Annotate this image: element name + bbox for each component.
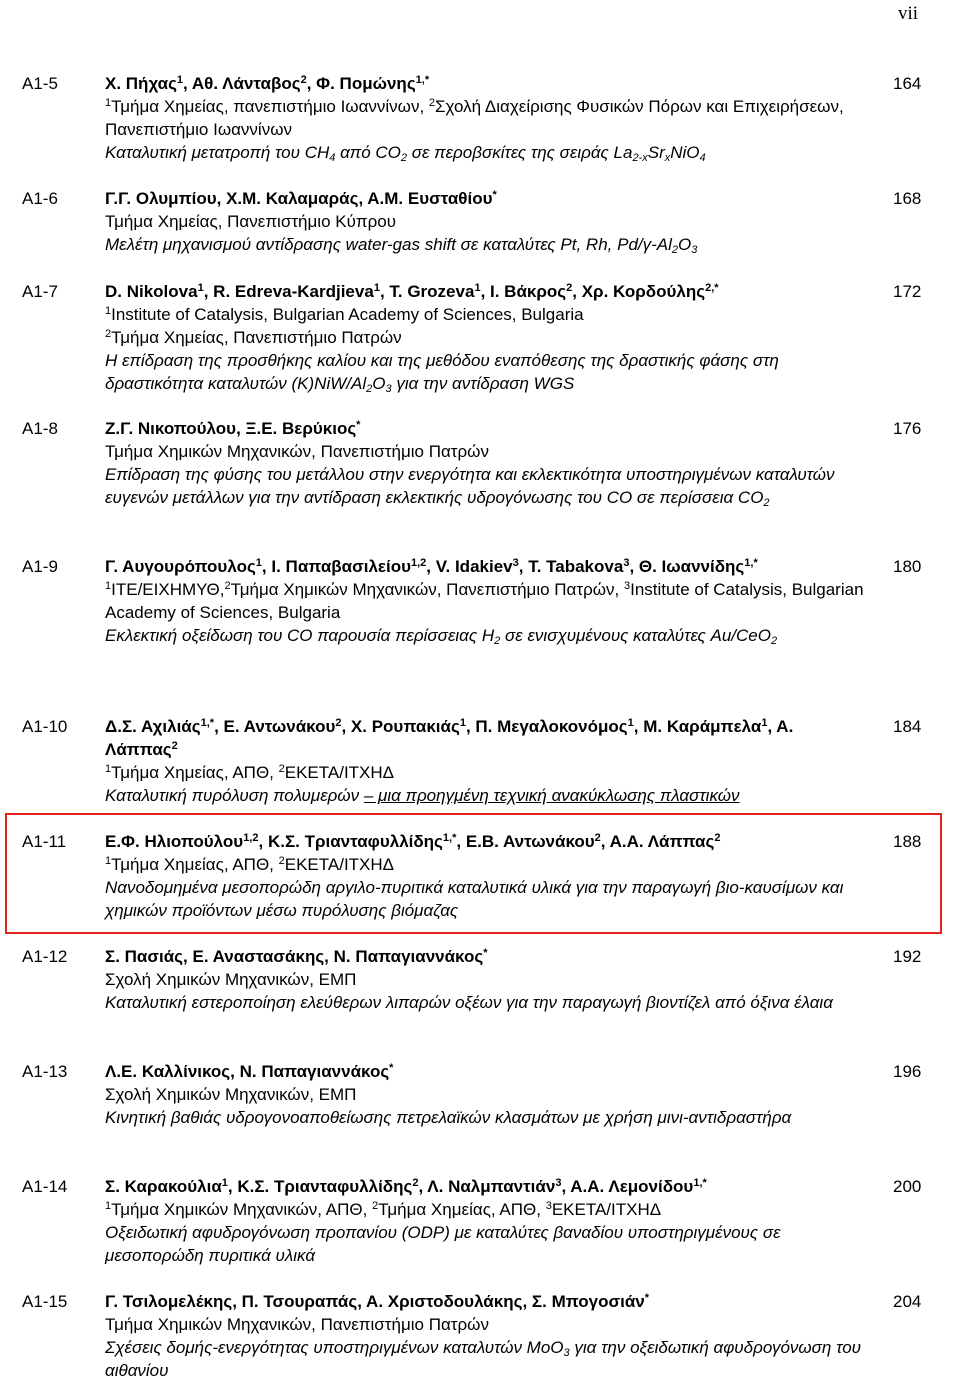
author-name: R. Edreva-Kardjieva xyxy=(213,282,374,301)
title-text: Καταλυτική εστεροποίηση ελεύθερων λιπαρών οξέων για την παραγωγή βιοντίζελ από όξινα έλαια xyxy=(105,993,833,1012)
author-superscript: * xyxy=(644,1292,650,1304)
author-name: T. Grozeva xyxy=(389,282,475,301)
affiliation-text: Σχολή Διαχείρισης Φυσικών Πόρων και Επιχειρήσεων, Πανεπιστήμιο Ιωαννίνων xyxy=(105,97,844,139)
author-superscript: 2 xyxy=(300,74,307,86)
author-name: Ε. Αντωνάκου xyxy=(223,717,336,736)
entry-authors xyxy=(105,1060,865,1083)
affiliation-superscript: 1 xyxy=(105,1200,112,1212)
title-subscript: 2-x xyxy=(632,152,648,164)
author-name: Α. Λάππας xyxy=(105,717,794,759)
entry-page-number: 204 xyxy=(893,1292,922,1311)
affiliation-text: Τμήμα Χημείας, ΑΠΘ, xyxy=(111,763,279,782)
author-superscript: 1 xyxy=(474,282,481,294)
title-text: Sr xyxy=(647,143,665,162)
author-separator: , xyxy=(214,717,224,736)
title-text: O xyxy=(678,235,692,254)
author-superscript: * xyxy=(356,419,361,431)
affiliation-superscript: 2 xyxy=(278,763,285,775)
affiliation-text: ΕΚΕΤΑ/ΙΤΧΗΔ xyxy=(284,763,395,782)
author-superscript: 1,* xyxy=(200,717,215,729)
affiliation-text: Τμήμα Χημείας, πανεπιστήμιο Ιωαννίνων, xyxy=(111,97,429,116)
entry-code: A1-6 xyxy=(22,189,58,208)
author-name: Π. Μεγαλοκονόμος xyxy=(475,717,628,736)
author-separator: , xyxy=(203,282,214,301)
author-superscript: 2 xyxy=(566,282,573,294)
title-subscript: 2 xyxy=(671,244,679,256)
author-separator: , xyxy=(236,419,246,438)
author-separator: , xyxy=(522,1292,532,1311)
entry-affiliations xyxy=(105,1313,865,1336)
author-superscript: 2 xyxy=(714,832,721,844)
author-superscript: 1 xyxy=(197,282,204,294)
entry-body xyxy=(105,945,865,1014)
title-text: Σχέσεις δομής-ενεργότητας υποστηριγμένων καταλυτών MoO xyxy=(105,1338,564,1357)
entry-title xyxy=(105,1106,865,1129)
author-separator: , xyxy=(232,1292,242,1311)
affiliation-superscript: 3 xyxy=(624,580,631,592)
author-separator: , xyxy=(230,1062,240,1081)
author-superscript: 2 xyxy=(171,740,178,752)
affiliation-text: Σχολή Χημικών Μηχανικών, ΕΜΠ xyxy=(105,970,357,989)
author-name: Α.Μ. Ευσταθίου xyxy=(367,189,493,208)
author-superscript: 1,* xyxy=(415,74,430,86)
affiliation-superscript: 1 xyxy=(105,580,112,592)
author-name: Π. Τσουραπάς xyxy=(241,1292,358,1311)
entry-page-number: 164 xyxy=(893,74,922,93)
author-superscript: 3 xyxy=(623,557,630,569)
affiliation-text: Τμήμα Χημικών Μηχανικών, ΑΠΘ, xyxy=(111,1200,373,1219)
author-name: Γ. Τσιλομελέκης xyxy=(105,1292,233,1311)
author-name: Ι. Παπαβασιλείου xyxy=(271,557,411,576)
author-separator: , xyxy=(426,557,436,576)
title-subscript: 4 xyxy=(329,152,336,164)
title-text: O xyxy=(372,374,386,393)
entry-page-number: 200 xyxy=(893,1177,922,1196)
entry-authors xyxy=(105,1175,865,1198)
affiliation-superscript: 2 xyxy=(224,580,231,592)
author-superscript: 1,* xyxy=(442,832,457,844)
author-name: Ε.Β. Αντωνάκου xyxy=(465,832,595,851)
author-name: Ξ.Ε. Βερύκιος xyxy=(245,419,357,438)
title-subscript: x xyxy=(664,152,671,164)
title-underlined-text: – μια προηγμένη τεχνική ανακύκλωσης πλαστικών xyxy=(363,786,740,805)
title-text: σε ενισχυμένους καταλύτες Au/CeO xyxy=(500,626,771,645)
entry-authors xyxy=(105,1290,865,1313)
entry-code: A1-10 xyxy=(22,717,68,736)
author-superscript: * xyxy=(492,189,497,201)
affiliation-superscript: 3 xyxy=(545,1200,552,1212)
entry-title xyxy=(105,463,865,509)
author-separator: , xyxy=(183,947,193,966)
author-name: Ε.Φ. Ηλιοπούλου xyxy=(105,832,244,851)
author-superscript: * xyxy=(389,1062,394,1074)
author-name: Δ.Σ. Αχιλιάς xyxy=(105,717,201,736)
author-superscript: 3 xyxy=(512,557,519,569)
entry-affiliations xyxy=(105,968,865,991)
entry-affiliations xyxy=(105,210,865,233)
author-name: Ζ.Γ. Νικοπούλου xyxy=(105,419,237,438)
author-separator: , xyxy=(767,717,777,736)
affiliation-superscript: 1 xyxy=(105,305,112,317)
entry-title xyxy=(105,784,865,807)
author-superscript: * xyxy=(483,947,488,959)
author-name: T. Tabakova xyxy=(528,557,624,576)
affiliation-superscript: 1 xyxy=(105,855,112,867)
author-separator: , xyxy=(561,1177,571,1196)
affiliation-text: Τμήμα Χημικών Μηχανικών, Πανεπιστήμιο Πατρών, xyxy=(230,580,624,599)
entry-title xyxy=(105,624,865,647)
entry-page-number: 168 xyxy=(893,189,922,208)
title-text: Κινητική βαθιάς υδρογονοαποθείωσης πετρελαϊκών κλασμάτων με χρήση μινι-αντιδραστήρα xyxy=(105,1108,792,1127)
entry-authors xyxy=(105,187,865,210)
author-superscript: 1 xyxy=(627,717,634,729)
author-name: Σ. Πασιάς xyxy=(105,947,184,966)
affiliation-text: Σχολή Χημικών Μηχανικών, ΕΜΠ xyxy=(105,1085,357,1104)
author-separator: , xyxy=(465,717,476,736)
entry-body xyxy=(105,417,865,509)
affiliation-text: ΙΤΕ/ΕΙΧΗΜΥΘ, xyxy=(111,580,225,599)
author-separator: , xyxy=(357,1292,367,1311)
author-name: Α.Α. Λάππας xyxy=(609,832,715,851)
author-name: Χ. Ρουπακιάς xyxy=(350,717,460,736)
author-name: Σ. Μπογοσιάν xyxy=(531,1292,645,1311)
author-name: Γ.Γ. Ολυμπίου xyxy=(105,189,217,208)
entry-page-number: 196 xyxy=(893,1062,922,1081)
author-name: Αθ. Λάνταβος xyxy=(191,74,301,93)
affiliation-text: Τμήμα Χημείας, Πανεπιστήμιο Πατρών xyxy=(111,328,402,347)
affiliation-superscript: 2 xyxy=(428,97,436,109)
title-subscript: 2 xyxy=(770,635,778,647)
author-superscript: 1 xyxy=(221,1177,228,1189)
author-superscript: 2 xyxy=(412,1177,419,1189)
author-superscript: 2 xyxy=(594,832,601,844)
entry-authors xyxy=(105,830,865,853)
affiliation-text: ΕΚΕΤΑ/ΙΤΧΗΔ xyxy=(284,855,395,874)
entry-page-number: 192 xyxy=(893,947,922,966)
title-subscript: 4 xyxy=(699,152,706,164)
entry-body xyxy=(105,555,865,647)
author-name: Λ.Ε. Καλλίνικος xyxy=(105,1062,231,1081)
title-text: για την αντίδραση WGS xyxy=(391,374,575,393)
entry-affiliations xyxy=(105,853,865,876)
title-text: σε περοβσκίτες της σειράς La xyxy=(407,143,633,162)
author-name: Λ. Ναλμπαντιάν xyxy=(427,1177,556,1196)
affiliation-text: Institute of Catalysis, Bulgarian Academy of Sciences, Bulgaria xyxy=(105,580,864,622)
affiliation-text: Τμήμα Χημείας, ΑΠΘ, xyxy=(111,855,279,874)
title-text: Οξειδωτική αφυδρογόνωση προπανίου (ODP) με καταλύτες βαναδίου υποστηριγμένους σε μεσοπορώδη πυριτικά υλικά xyxy=(105,1223,781,1265)
author-separator: , xyxy=(258,832,268,851)
entry-body xyxy=(105,1175,865,1267)
entry-title xyxy=(105,1221,865,1267)
author-name: Μ. Καράμπελα xyxy=(643,717,762,736)
entry-affiliations xyxy=(105,303,865,349)
title-text: Εκλεκτική οξείδωση του CO παρουσία περίσσειας H xyxy=(105,626,495,645)
title-subscript: 3 xyxy=(691,244,698,256)
title-text: Καταλυτική μετατροπή του CH xyxy=(105,143,330,162)
entry-authors xyxy=(105,715,865,761)
author-name: Ν. Παπαγιαννάκος xyxy=(239,1062,390,1081)
author-separator: , xyxy=(633,717,644,736)
page-number: vii xyxy=(898,3,919,24)
author-name: Ε. Αναστασάκης xyxy=(192,947,325,966)
title-subscript: 2 xyxy=(400,152,408,164)
affiliation-superscript: 2 xyxy=(278,855,285,867)
author-superscript: 3 xyxy=(555,1177,562,1189)
entry-code: A1-13 xyxy=(22,1062,68,1081)
affiliation-text: Τμήμα Χημείας, ΑΠΘ, xyxy=(378,1200,546,1219)
title-subscript: 2 xyxy=(763,497,770,509)
entry-affiliations xyxy=(105,578,865,624)
entry-affiliations xyxy=(105,1083,865,1106)
author-separator: , xyxy=(261,557,272,576)
entry-code: A1-5 xyxy=(22,74,58,93)
author-name: Κ.Σ. Τριανταφυλλίδης xyxy=(267,832,443,851)
title-text: Νανοδομημένα μεσοπορώδη αργιλο-πυριτικά καταλυτικά υλικά για την παραγωγή βιο-καυσίμων και χημικών προϊόντων μέσω πυρόλυσης βιόμαζας xyxy=(105,878,844,920)
title-text: Η επίδραση της προσθήκης καλίου και της μεθόδου εναπόθεσης της δραστικής φάσης στη δραστικότητα καταλυτών (K)NiW/Al xyxy=(105,351,779,393)
entry-affiliations xyxy=(105,1198,865,1221)
entry-title xyxy=(105,1336,865,1382)
entry-page-number: 184 xyxy=(893,717,922,736)
author-name: V. Idakiev xyxy=(435,557,513,576)
entry-body xyxy=(105,72,865,164)
author-separator: , xyxy=(227,1177,238,1196)
author-name: Θ. Ιωαννίδης xyxy=(638,557,745,576)
entry-body xyxy=(105,715,865,807)
author-separator: , xyxy=(183,74,192,93)
title-subscript: 3 xyxy=(385,383,392,395)
entry-body xyxy=(105,187,865,256)
entry-title xyxy=(105,876,865,922)
author-name: Σ. Καρακούλια xyxy=(105,1177,222,1196)
author-name: Χ. Πήχας xyxy=(105,74,177,93)
author-superscript: 1,* xyxy=(744,557,758,569)
entry-code: A1-11 xyxy=(22,832,67,851)
entry-page-number: 176 xyxy=(893,419,922,438)
author-separator: , xyxy=(216,189,227,208)
entry-affiliations xyxy=(105,95,865,141)
author-separator: , xyxy=(418,1177,428,1196)
entry-code: A1-14 xyxy=(22,1177,68,1196)
author-name: Φ. Πομώνης xyxy=(316,74,416,93)
affiliation-text: Institute of Catalysis, Bulgarian Academy of Sciences, Bulgaria xyxy=(111,305,584,324)
affiliation-text: Τμήμα Χημείας, Πανεπιστήμιο Κύπρου xyxy=(105,212,397,231)
author-name: Χρ. Κορδούλης xyxy=(581,282,706,301)
entry-page-number: 188 xyxy=(893,832,922,851)
author-name: Γ. Αυγουρόπουλος xyxy=(105,557,256,576)
affiliation-text: ΕΚΕΤΑ/ΙΤΧΗΔ xyxy=(551,1200,662,1219)
author-name: Α.Α. Λεμονίδου xyxy=(570,1177,694,1196)
author-separator: , xyxy=(456,832,466,851)
title-text: Καταλυτική πυρόλυση πολυμερών xyxy=(105,786,364,805)
author-separator: , xyxy=(480,282,491,301)
author-separator: , xyxy=(572,282,582,301)
author-name: D. Nikolova xyxy=(105,282,198,301)
entry-page-number: 180 xyxy=(893,557,922,576)
entry-authors xyxy=(105,555,865,578)
author-separator: , xyxy=(379,282,390,301)
entry-body xyxy=(105,1060,865,1129)
author-name: Κ.Σ. Τριανταφυλλίδης xyxy=(237,1177,413,1196)
author-superscript: 1 xyxy=(176,74,184,86)
author-superscript: 1 xyxy=(255,557,262,569)
author-superscript: 1,2 xyxy=(410,557,427,569)
author-separator: , xyxy=(629,557,639,576)
entry-title xyxy=(105,141,865,164)
title-subscript: 2 xyxy=(494,635,501,647)
author-separator: , xyxy=(358,189,368,208)
title-text: NiO xyxy=(670,143,700,162)
author-separator: , xyxy=(600,832,610,851)
author-superscript: 1 xyxy=(761,717,768,729)
author-name: Ι. Βάκρος xyxy=(490,282,567,301)
entry-body xyxy=(105,830,865,922)
author-superscript: 2,* xyxy=(705,282,719,294)
entry-affiliations xyxy=(105,440,865,463)
entry-authors xyxy=(105,72,865,95)
affiliation-superscript: 2 xyxy=(105,328,112,340)
entry-body xyxy=(105,1290,865,1382)
affiliation-text: Τμήμα Χημικών Μηχανικών, Πανεπιστήμιο Πατρών xyxy=(105,1315,489,1334)
author-superscript: 1 xyxy=(459,717,466,729)
entry-code: A1-12 xyxy=(22,947,68,966)
affiliation-superscript: 2 xyxy=(372,1200,379,1212)
title-text: Επίδραση της φύσης του μετάλλου στην ενεργότητα και εκλεκτικότητα υποστηριγμένων καταλυτών ευγενών μετάλλων για την αντίδραση εκλεκτικής υδρογόνωσης του CO σε περίσσεια CO xyxy=(105,465,835,507)
author-superscript: 2 xyxy=(335,717,342,729)
entry-title xyxy=(105,233,865,256)
title-subscript: 3 xyxy=(563,1347,570,1359)
author-separator: , xyxy=(306,74,317,93)
affiliation-superscript: 1 xyxy=(105,763,112,775)
entry-body xyxy=(105,280,865,395)
entry-title xyxy=(105,991,865,1014)
affiliation-superscript: 1 xyxy=(105,97,112,109)
title-subscript: 2 xyxy=(366,383,373,395)
title-text: Μελέτη μηχανισμού αντίδρασης water-gas shift σε καταλύτες Pt, Rh, Pd/γ-Al xyxy=(105,235,672,254)
entry-code: A1-15 xyxy=(22,1292,68,1311)
title-text: από CO xyxy=(335,143,401,162)
author-superscript: 1,2 xyxy=(243,832,259,844)
affiliation-text: Τμήμα Χημικών Μηχανικών, Πανεπιστήμιο Πατρών xyxy=(105,442,489,461)
author-superscript: 1 xyxy=(373,282,380,294)
author-name: Χ.Μ. Καλαμαράς xyxy=(226,189,359,208)
author-separator: , xyxy=(518,557,529,576)
author-name: Ν. Παπαγιαννάκος xyxy=(333,947,484,966)
entry-code: A1-7 xyxy=(22,282,58,301)
entry-page-number: 172 xyxy=(893,282,922,301)
entry-authors xyxy=(105,417,865,440)
entry-code: A1-9 xyxy=(22,557,58,576)
author-separator: , xyxy=(324,947,334,966)
author-separator: , xyxy=(341,717,351,736)
entry-affiliations xyxy=(105,761,865,784)
entry-authors xyxy=(105,280,865,303)
entry-authors xyxy=(105,945,865,968)
author-superscript: 1,* xyxy=(693,1177,707,1189)
author-name: Α. Χριστοδουλάκης xyxy=(366,1292,523,1311)
title-text: για την οξειδωτική αφυδρογόνωση του αιθανίου xyxy=(105,1338,861,1380)
entry-code: A1-8 xyxy=(22,419,58,438)
entry-title xyxy=(105,349,865,395)
